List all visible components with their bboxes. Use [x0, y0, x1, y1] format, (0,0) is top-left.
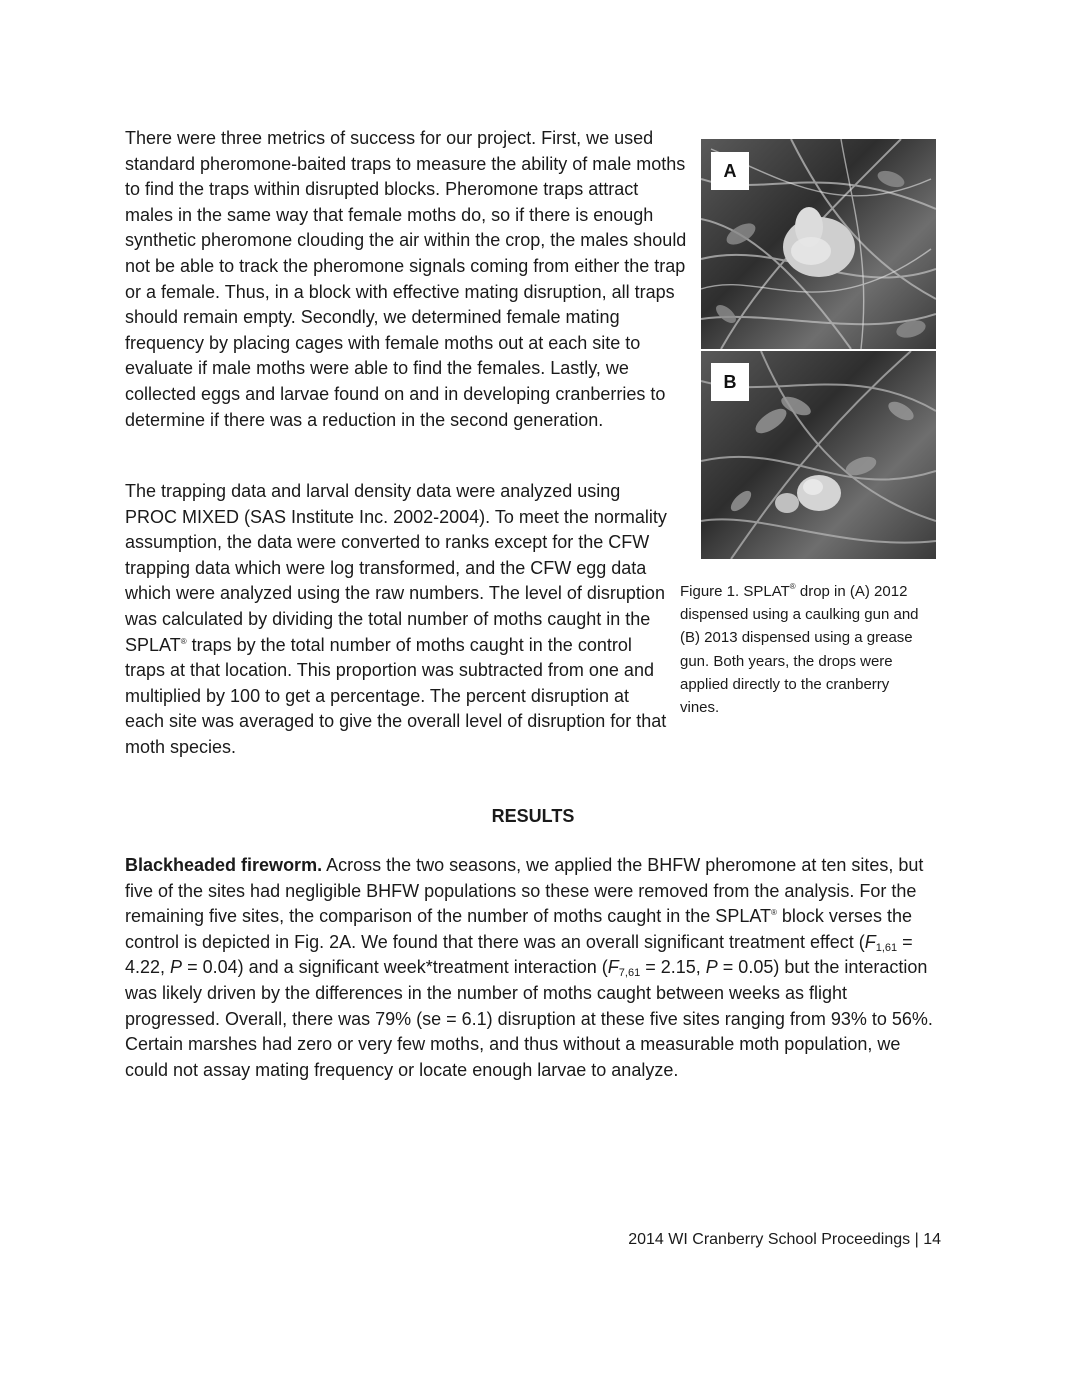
caption-text-part-1: Figure 1. SPLAT: [680, 583, 790, 600]
bhfw-text-4: = 0.04) and a significant week*treatment interaction (: [182, 957, 608, 978]
figure-caption: [680, 580, 930, 719]
methods-paragraph-metrics: There were three metrics of success for our project. First, we used standard pheromone-baited traps to measure the ability of male moths to find the traps within disrupted blocks. Pheromone traps attract males in the same way that female moths do, so if there is enough synthetic pheromone clouding the air within the crop, the males should not be able to track the pheromone signals coming from either the trap or a female. Thus, in a block with effective mating disruption, all traps should remain empty. Secondly, we determined female mating frequency by placing cages with female moths out at each site to evaluate if male moths were able to find the females. Lastly, we collected eggs and larvae found on and in developing cranberries to determine if there was a reduction in the second generation.: [125, 128, 687, 430]
bhfw-lead: Blackheaded fireworm.: [125, 855, 323, 875]
bhfw-text-2: block verses the control is depicted in Fig. 2A. We found that there was an overall significant treatment effect (: [125, 906, 912, 952]
f-stat-1-df: 1,61: [875, 941, 898, 954]
bhfw-registered-mark: ®: [771, 908, 777, 918]
bhfw-text-1: Across the two seasons, we applied the BHFW pheromone at ten sites, but five of the sites had negligible BHFW populations so these were removed from the analysis. For the remaining five sites, the comparison of the number of moths caught in the SPLAT: [125, 855, 924, 927]
f-stat-2-df: 7,61: [618, 967, 641, 980]
figure-photo-b: [701, 351, 936, 559]
results-heading: RESULTS: [491, 806, 575, 826]
f-stat-1: F: [864, 931, 876, 952]
caption-registered-mark: ®: [789, 582, 796, 591]
p-value-2: P: [705, 957, 718, 978]
methods-paragraph-analysis: [125, 479, 673, 761]
registered-mark: ®: [180, 636, 187, 646]
results-paragraph-bhfw: [125, 853, 943, 1083]
figure-label-a: A: [711, 152, 749, 190]
analysis-text-part-1: The trapping data and larval density data were analyzed using PROC MIXED (SAS Institute Inc. 2002-2004). To meet the normality assumption, the data were converted to ranks except for the CFW trapping data which were log transformed, and the CFW egg data which were analyzed using the raw numbers. The level of disruption was calculated by dividing the total number of moths caught in the SPLAT: [125, 481, 667, 655]
caption-text-part-2: drop in (A) 2012 dispensed using a caulking gun and (B) 2013 dispensed using a grease gun. Both years, the drops were applied directly to the cranberry vines.: [680, 583, 919, 717]
bhfw-text-3: = 4.22,: [125, 931, 913, 978]
analysis-text-part-2: traps by the total number of moths caught in the control traps at that location. This proportion was subtracted from one and multiplied by 100 to get a percentage. The percent disruption at each site was averaged to give the overall level of disruption for that moth species.: [125, 634, 667, 757]
page-footer: 2014 WI Cranberry School Proceedings | 14: [628, 1231, 941, 1248]
bhfw-text-6: = 0.05) but the interaction was likely driven by the differences in the number of moths caught between weeks as flight progressed. Overall, there was 79% (se = 6.1) disruption at these five sites ranging from 93% to 56%. Certain marshes had zero or very few moths, and thus without a measurable moth population, we could not assay mating frequency or locate enough larvae to analyze.: [125, 957, 933, 1080]
figure-photo-a: [701, 139, 936, 349]
p-value-1: P: [170, 957, 183, 978]
f-stat-2: F: [607, 957, 619, 978]
figure-label-b: B: [711, 363, 749, 401]
bhfw-text-5: = 2.15,: [640, 957, 706, 978]
